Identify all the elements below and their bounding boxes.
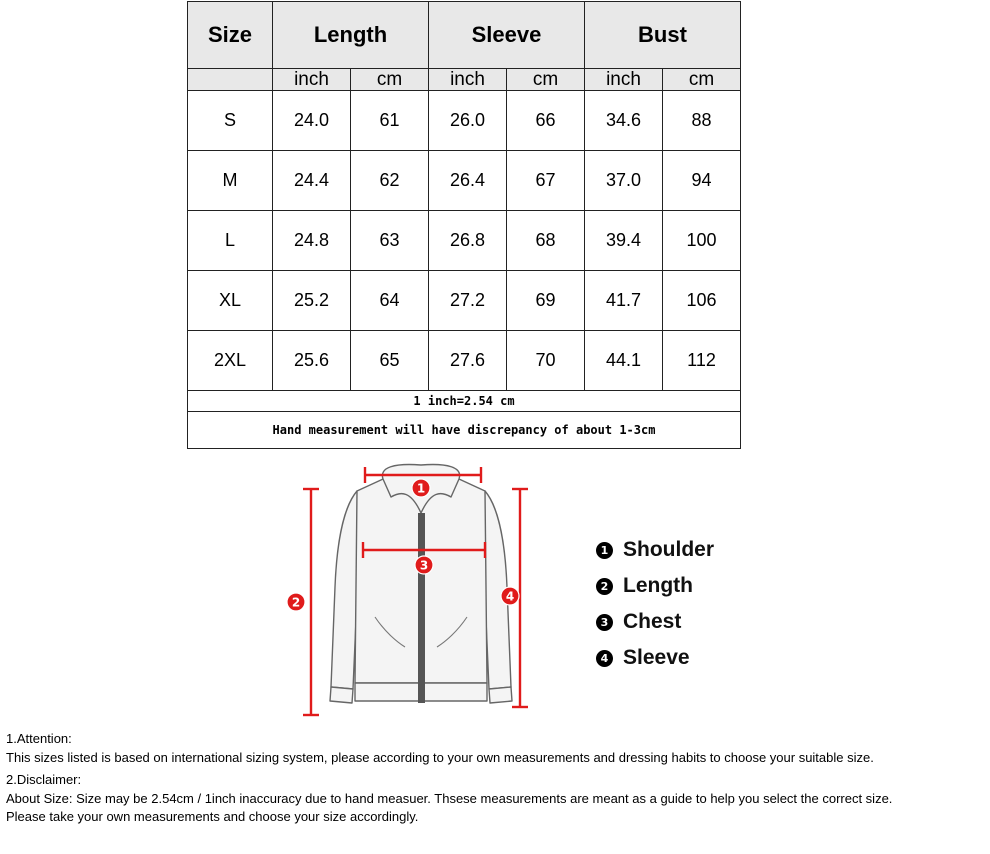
marker-4 [501, 587, 519, 605]
value-cell: 106 [663, 271, 741, 331]
value-cell: 27.6 [429, 331, 507, 391]
value-cell: 24.0 [273, 91, 351, 151]
header-sleeve: Sleeve [429, 2, 585, 69]
value-cell: 24.8 [273, 211, 351, 271]
value-cell: 25.6 [273, 331, 351, 391]
value-cell: 100 [663, 211, 741, 271]
disclaimer-title: 2.Disclaimer: [6, 772, 82, 787]
value-cell: 66 [507, 91, 585, 151]
value-cell: 70 [507, 331, 585, 391]
value-cell: 63 [351, 211, 429, 271]
value-cell: 44.1 [585, 331, 663, 391]
disclaimer-text-2: Please take your own measurements and choose your size accordingly. [6, 809, 419, 824]
disclaimer-text-1: About Size: Size may be 2.54cm / 1inch inaccuracy due to hand measuer. Thsese measurements are meant as a guide to help you select the correct size. [6, 790, 893, 806]
marker-3 [415, 556, 433, 574]
value-cell: 37.0 [585, 151, 663, 211]
value-cell: 39.4 [585, 211, 663, 271]
size-chart-table [187, 1, 741, 449]
value-cell: 24.4 [273, 151, 351, 211]
unit-blank [188, 69, 273, 91]
unit-label: cm [663, 69, 741, 91]
value-cell: 65 [351, 331, 429, 391]
table-row [188, 331, 741, 391]
discrepancy-row [188, 412, 741, 449]
conversion-note: 1 inch=2.54 cm [188, 391, 741, 412]
size-cell: XL [188, 271, 273, 331]
value-cell: 112 [663, 331, 741, 391]
header-row [188, 2, 741, 69]
value-cell: 68 [507, 211, 585, 271]
legend-label: Sleeve [623, 646, 690, 669]
unit-label: cm [507, 69, 585, 91]
value-cell: 27.2 [429, 271, 507, 331]
table-row [188, 91, 741, 151]
value-cell: 34.6 [585, 91, 663, 151]
measurement-legend [596, 532, 714, 676]
attention-text: This sizes listed is based on international sizing system, please according to your own measurements and dressing habits to choose your suitable size. [6, 749, 874, 765]
value-cell: 67 [507, 151, 585, 211]
number-4-icon: 4 [596, 650, 613, 667]
legend-item-sleeve [596, 640, 714, 676]
table-row [188, 211, 741, 271]
value-cell: 62 [351, 151, 429, 211]
marker-4-label: 4 [505, 589, 515, 604]
conversion-row [188, 391, 741, 412]
legend-label: Chest [623, 610, 682, 633]
marker-2 [287, 593, 305, 611]
legend-label: Shoulder [623, 538, 715, 561]
discrepancy-note: Hand measurement will have discrepancy of about 1-3cm [188, 412, 741, 449]
unit-label: inch [273, 69, 351, 91]
value-cell: 94 [663, 151, 741, 211]
jacket-zipper [418, 513, 425, 703]
marker-2-label: 2 [291, 595, 301, 610]
value-cell: 26.4 [429, 151, 507, 211]
value-cell: 26.8 [429, 211, 507, 271]
legend-item-length [596, 568, 714, 604]
unit-label: inch [429, 69, 507, 91]
number-2-icon: 2 [596, 578, 613, 595]
value-cell: 69 [507, 271, 585, 331]
value-cell: 25.2 [273, 271, 351, 331]
size-notes [6, 730, 892, 827]
legend-item-chest [596, 604, 714, 640]
header-bust: Bust [585, 2, 741, 69]
marker-3-label: 3 [419, 558, 429, 573]
value-cell: 41.7 [585, 271, 663, 331]
number-1-icon: 1 [596, 542, 613, 559]
unit-label: inch [585, 69, 663, 91]
number-3-icon: 3 [596, 614, 613, 631]
table-row [188, 151, 741, 211]
size-cell: S [188, 91, 273, 151]
attention-title: 1.Attention: [6, 731, 72, 746]
size-cell: L [188, 211, 273, 271]
jacket-measurement-diagram [275, 457, 535, 723]
legend-item-shoulder [596, 532, 714, 568]
unit-label: cm [351, 69, 429, 91]
unit-row [188, 69, 741, 91]
header-length: Length [273, 2, 429, 69]
table-row [188, 271, 741, 331]
value-cell: 88 [663, 91, 741, 151]
marker-1-label: 1 [416, 481, 426, 496]
size-cell: 2XL [188, 331, 273, 391]
value-cell: 64 [351, 271, 429, 331]
size-cell: M [188, 151, 273, 211]
marker-1 [412, 479, 430, 497]
value-cell: 61 [351, 91, 429, 151]
value-cell: 26.0 [429, 91, 507, 151]
legend-label: Length [623, 574, 693, 597]
header-size: Size [188, 2, 273, 69]
